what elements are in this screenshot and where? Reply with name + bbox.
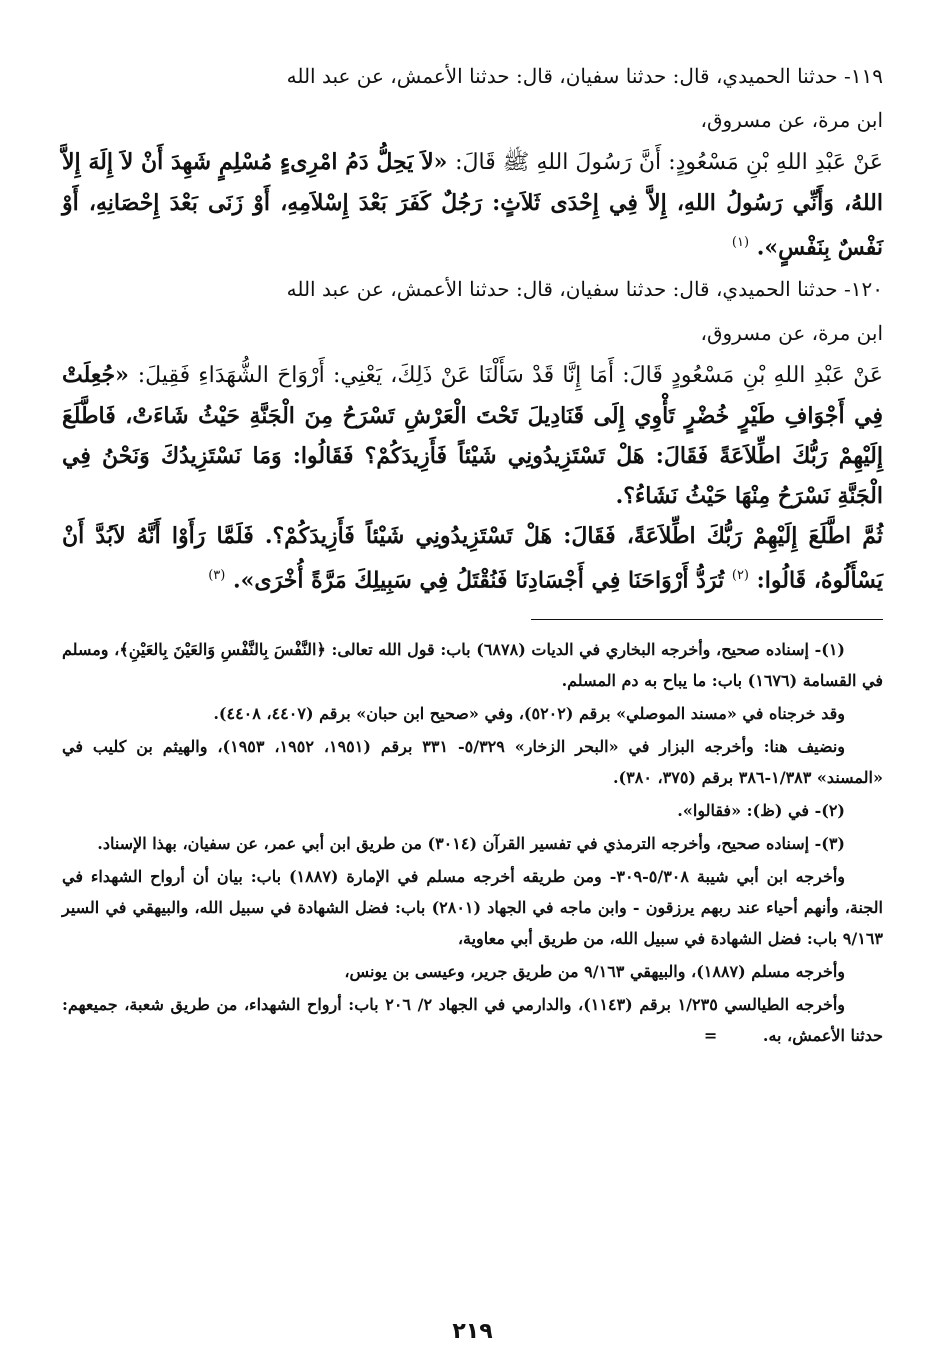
hadith-120-text-a xyxy=(62,355,883,516)
hadith-119-chain-line1: ١١٩- حدثنا الحميدي، قال: حدثنا سفيان، قال: حدثنا الأعمش، عن عبد الله xyxy=(286,64,883,88)
footnote-1-c: ونضيف هنا: وأخرجه البزار في «البحر الزخار» ٥/٣٢٩- ٣٣١ برقم (١٩٥١، ١٩٥٢، ١٩٥٣)، والهيثم بن كليب في «المسند» ١/٣٨٣-٣٨٦ برقم (٣٧٥، ٣٨٠). xyxy=(62,736,883,787)
hadith-120-body-part2: ثُمَّ اطَّلَعَ إِلَيْهِمْ رَبُّكَ اطِّلاَعَةً، فَقَالَ: هَلْ تَسْتَزِيدُونِي شَيْئاً فَأَزِيدَكُمْ؟. فَلَمَّا رَأَوْا أَنَّهُ لاَبُدَّ أَنْ يَسْأَلُوهُ، قَالُوا: xyxy=(62,523,883,594)
hadith-119-intro: عَنْ عَبْدِ اللهِ بْنِ مَسْعُودٍ: أَنَّ رَسُولَ اللهِ ﷺ قَالَ: xyxy=(455,150,883,175)
footnote-ref-1: (١) xyxy=(731,235,750,250)
footnote-3-c: وأخرجه مسلم (١٨٨٧)، والبيهقي ٩/١٦٣ من طريق جرير، وعيسى بن يونس، xyxy=(344,961,845,981)
footnote-divider xyxy=(531,619,883,620)
footnote-3-a: (٣)- إسناده صحيح، وأخرجه الترمذي في تفسير القرآن (٣٠١٤) من طريق ابن أبي عمر، عن سفيان، بهذا الإسناد. xyxy=(97,833,845,853)
hadith-120-chain-line1: ١٢٠- حدثنا الحميدي، قال: حدثنا سفيان، قال: حدثنا الأعمش، عن عبد الله xyxy=(286,277,883,302)
footnote-1-b: وقد خرجناه في «مسند الموصلي» برقم (٥٢٠٢)، وفي «صحيح ابن حبان» برقم (٤٤٠٧، ٤٤٠٨). xyxy=(213,703,845,723)
footnote-3-d xyxy=(62,989,883,1051)
footnote-3-d-text: وأخرجه الطيالسي ١/٢٣٥ برقم (١١٤٣)، والدارمي في الجهاد ٢/ ٢٠٦ باب: أرواح الشهداء، من طريق شعبة، جميعهم: حدثنا الأعمش، به. xyxy=(62,994,883,1045)
footnote-ref-2: (٢) xyxy=(731,568,749,584)
footnote-ref-3: (٣) xyxy=(208,568,226,584)
footnote-2: (٢)- في (ظ): «فقالوا». xyxy=(677,800,845,820)
continuation-mark: = xyxy=(703,1025,718,1045)
hadith-119-chain-line2: ابن مرة، عن مسروق، xyxy=(700,108,883,132)
hadith-120-body-part3: تُرَدُّ أَرْوَاحَنَا فِي أَجْسَادِنَا فَنُقْتَلُ فِي سَبِيلِكَ مَرَّةً أُخْرَى». xyxy=(233,567,725,594)
document-page xyxy=(62,54,883,1344)
hadith-119-text xyxy=(62,142,883,267)
page-number: ٢١٩ xyxy=(452,1319,493,1344)
hadith-120-text-b xyxy=(62,516,883,600)
hadith-120-chain-line2: ابن مرة، عن مسروق، xyxy=(700,321,883,346)
hadith-120-intro: عَنْ عَبْدِ اللهِ بْنِ مَسْعُودٍ قَالَ: أَمَا إِنَّا قَدْ سَأَلْنَا عَنْ ذَلِكَ، يَعْنِي: أَرْوَاحَ الشُّهَدَاءِ فَقِيلَ: xyxy=(137,363,883,389)
hadith-119-body: «لاَ يَحِلُّ دَمُ امْرِىءٍ مُسْلِمٍ شَهِدَ أَنْ لاَ إِلَهَ إِلاَّ اللهُ، وَأَنِّي رَسُولُ اللهِ، إِلاَّ فِي إِحْدَى ثَلاَثٍ: رَجُلٌ كَفَرَ بَعْدَ إِسْلاَمِهِ، أَوْ زَنَى بَعْدَ إِحْصَانِهِ، أَوْ نَفْسٌ بِنَفْسٍ». xyxy=(62,149,883,261)
footnote-1-a: (١)- إسناده صحيح، وأخرجه البخاري في الديات (٦٨٧٨) باب: قول الله تعالى: ﴿النَّفْسَ بِالنَّفْسِ وَالعَيْنَ بِالعَيْنِ﴾، ومسلم في القسامة (١٦٧٦) باب: ما يباح به دم المسلم. xyxy=(62,639,883,690)
hadith-120-body-part1: «جُعِلَتْ فِي أَجْوَافِ طَيْرٍ خُضْرٍ تَأْوِي إِلَى قَنَادِيلَ تَحْتَ الْعَرْشِ تَسْرَحُ مِنَ الْجَنَّةِ حَيْثُ شَاءَتْ، فَاطَّلَعَ إِلَيْهِمْ رَبُّكَ اطِّلاَعَةً فَقَالَ: هَلْ تَسْتَزِيدُونِي شَيْئاً فَأَزِيدَكُمْ؟ فَقَالُوا: وَمَا نَسْتَزِيدُكَ وَنَحْنُ فِي الْجَنَّةِ نَسْرَحُ مِنْهَا حَيْثُ نَشَاءُ؟. xyxy=(62,362,883,510)
footnote-3-b: وأخرجه ابن أبي شيبة ٥/٣٠٨-٣٠٩- ومن طريقه أخرجه مسلم في الإمارة (١٨٨٧) باب: بيان أن أرواح الشهداء في الجنة، وأنهم أحياء عند ربهم يرزقون - وابن ماجه في الجهاد (٢٨٠١) باب: فضل الشهادة في سبيل الله، والبيهقي في السير ٩/١٦٣ باب: فضل الشهادة في سبيل الله، من طريق أبي معاوية، xyxy=(62,866,883,948)
